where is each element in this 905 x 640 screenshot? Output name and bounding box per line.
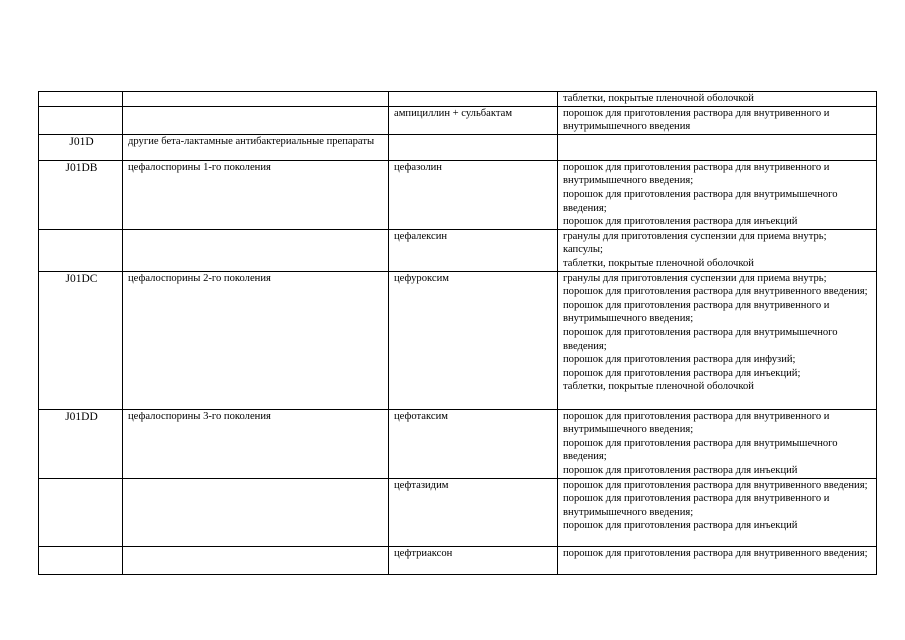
table-row xyxy=(39,160,877,229)
dosage-form-line: порошок для приготовления раствора для внутривенного и внутримышечного введения xyxy=(563,107,830,133)
dosage-forms-cell xyxy=(558,478,877,546)
dosage-form-line: гранулы для приготовления суспензии для приема внутрь; xyxy=(563,230,827,242)
dosage-forms-cell xyxy=(558,546,877,574)
atc-code-cell xyxy=(39,546,123,574)
dosage-form-line: порошок для приготовления раствора для внутримышечного введения; xyxy=(563,437,838,463)
atc-code-cell xyxy=(39,229,123,271)
drug-name-cell xyxy=(389,134,558,160)
drug-name-cell: цефазолин xyxy=(389,160,558,229)
table-row xyxy=(39,92,877,107)
dosage-form-line: таблетки, покрытые пленочной оболочкой xyxy=(563,93,754,104)
pharmacological-group-cell: цефалоспорины 3-го поколения xyxy=(123,409,389,478)
atc-code-cell: J01D xyxy=(39,134,123,160)
dosage-form-line: порошок для приготовления раствора для внутривенного и внутримышечного введения; xyxy=(563,299,830,325)
dosage-forms-cell xyxy=(558,271,877,409)
table-row xyxy=(39,546,877,574)
atc-code-cell: J01DC xyxy=(39,271,123,409)
drug-table xyxy=(38,91,877,575)
drug-name-cell: цефотаксим xyxy=(389,409,558,478)
pharmacological-group-cell xyxy=(123,546,389,574)
dosage-form-line: порошок для приготовления раствора для внутривенного и внутримышечного введения; xyxy=(563,161,830,187)
atc-code-cell xyxy=(39,92,123,107)
pharmacological-group-cell xyxy=(123,106,389,134)
pharmacological-group-cell xyxy=(123,229,389,271)
table-row xyxy=(39,271,877,409)
table-row xyxy=(39,478,877,546)
pharmacological-group-cell xyxy=(123,92,389,107)
dosage-form-line: порошок для приготовления раствора для инъекций xyxy=(563,216,798,228)
dosage-form-line: порошок для приготовления раствора для инфузий; xyxy=(563,354,796,366)
dosage-form-line: порошок для приготовления раствора для внутримышечного введения; xyxy=(563,188,838,214)
drug-name-cell: цефалексин xyxy=(389,229,558,271)
drug-table-body xyxy=(39,92,877,575)
dosage-form-line: порошок для приготовления раствора для инъекций; xyxy=(563,367,801,379)
dosage-form-line: порошок для приготовления раствора для инъекций xyxy=(563,464,798,476)
dosage-form-line: порошок для приготовления раствора для внутривенного и внутримышечного введения; xyxy=(563,410,830,436)
dosage-forms-cell xyxy=(558,409,877,478)
pharmacological-group-cell: другие бета-лактамные антибактериальные препараты xyxy=(123,134,389,160)
pharmacological-group-cell xyxy=(123,478,389,546)
dosage-form-line: порошок для приготовления раствора для внутривенного и внутримышечного введения; xyxy=(563,493,830,518)
table-row xyxy=(39,229,877,271)
dosage-form-line: таблетки, покрытые пленочной оболочкой xyxy=(563,257,754,269)
drug-name-cell: ампициллин + сульбактам xyxy=(389,106,558,134)
dosage-forms-cell xyxy=(558,229,877,271)
dosage-form-line: порошок для приготовления раствора для внутривенного введения; xyxy=(563,479,868,491)
drug-name-cell: цефуроксим xyxy=(389,271,558,409)
dosage-forms-cell xyxy=(558,134,877,160)
table-row xyxy=(39,409,877,478)
dosage-form-line: порошок для приготовления раствора для внутривенного введения; xyxy=(563,286,868,298)
atc-code-cell: J01DD xyxy=(39,409,123,478)
dosage-form-line: порошок для приготовления раствора для внутримышечного введения; xyxy=(563,326,838,352)
pharmacological-group-cell: цефалоспорины 1-го поколения xyxy=(123,160,389,229)
dosage-form-line: капсулы; xyxy=(563,244,603,256)
pharmacological-group-cell: цефалоспорины 2-го поколения xyxy=(123,271,389,409)
drug-name-cell xyxy=(389,92,558,107)
table-row xyxy=(39,106,877,134)
atc-code-cell xyxy=(39,478,123,546)
atc-code-cell xyxy=(39,106,123,134)
atc-code-cell: J01DB xyxy=(39,160,123,229)
dosage-forms-cell xyxy=(558,92,877,107)
dosage-forms-cell xyxy=(558,160,877,229)
dosage-form-line: гранулы для приготовления суспензии для приема внутрь; xyxy=(563,272,827,284)
dosage-form-line: порошок для приготовления раствора для внутривенного введения; xyxy=(563,547,868,559)
dosage-forms-cell xyxy=(558,106,877,134)
drug-name-cell: цефтриаксон xyxy=(389,546,558,574)
dosage-form-line: порошок для приготовления раствора для инъекций xyxy=(563,520,798,532)
drug-name-cell: цефтазидим xyxy=(389,478,558,546)
table-row xyxy=(39,134,877,160)
dosage-form-line: таблетки, покрытые пленочной оболочкой xyxy=(563,381,754,393)
